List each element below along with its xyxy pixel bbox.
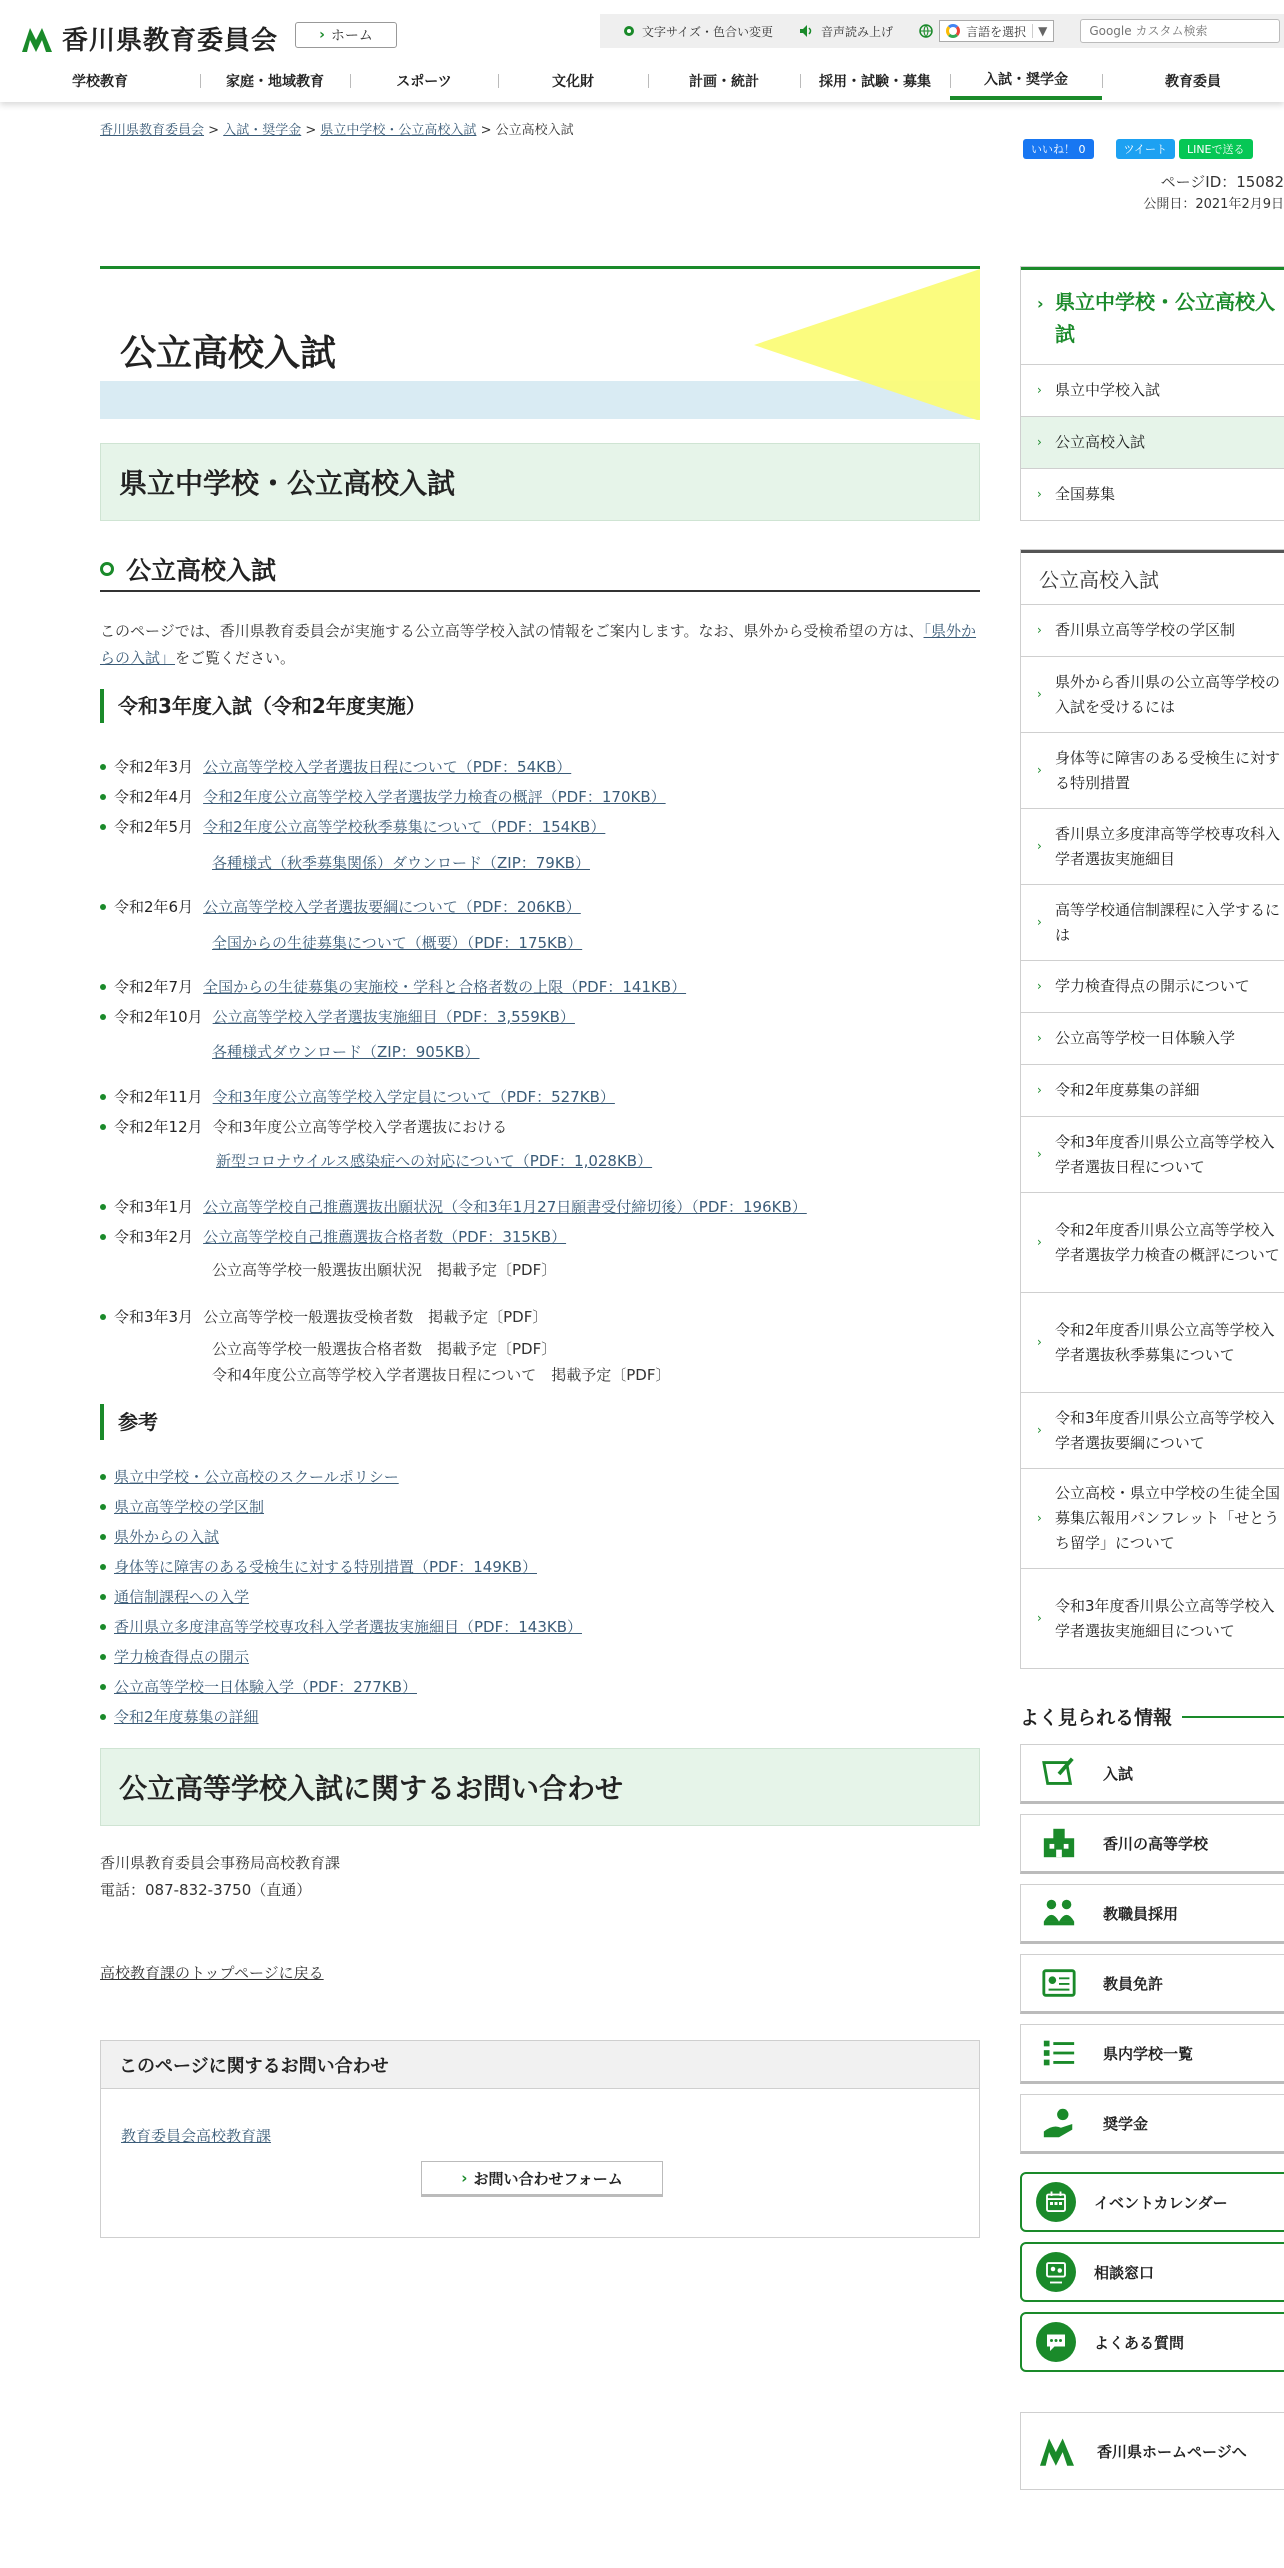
round-item-2[interactable] — [1020, 2312, 1284, 2372]
chevron-right-icon: › — [319, 27, 325, 43]
sub-text-mar-schedule: 令和4年度公立高等学校入学者選抜日程について 掲載予定〔PDF〕 — [212, 1366, 671, 1384]
section-title-text: 県立中学校・公立高校入試 — [119, 467, 456, 500]
sidebar-section-box — [1020, 549, 1284, 1669]
bullet-icon — [100, 1564, 106, 1570]
reference-item — [100, 1586, 249, 1607]
sub-title-text: 公立高校入試 — [126, 556, 277, 585]
language-select[interactable] — [919, 20, 1054, 42]
round-item-1[interactable] — [1020, 2242, 1284, 2302]
prefecture-home-link[interactable] — [1020, 2412, 1284, 2490]
gnav-label: 文化財 — [552, 74, 594, 90]
sidebar-link-label: 公立高校入試 — [1055, 433, 1146, 451]
prefecture-home-label: 香川県ホームページへ — [1097, 2442, 1247, 2461]
chevron-right-icon: › — [1037, 979, 1042, 993]
bullet-icon — [100, 1594, 106, 1600]
sub-link-dec-covid[interactable]: 新型コロナウイルス感染症への対応について（PDF：1,028KB） — [216, 1152, 653, 1170]
sidebar-link-label: 学力検査得点の開示について — [1055, 977, 1250, 995]
sidebar-link-label: 令和3年度香川県公立高等学校入学者選抜要綱について — [1055, 1408, 1275, 1452]
schedule-date: 令和2年12月 — [114, 1118, 203, 1136]
popular-item-0[interactable] — [1020, 1744, 1284, 1804]
bullet-icon — [100, 1534, 106, 1540]
bullet-icon — [100, 794, 106, 800]
round-button-list — [1020, 2172, 1284, 2372]
schedule-date: 令和3年3月 — [114, 1308, 194, 1326]
sidebar-link-label: 公立高等学校一日体験入学 — [1055, 1029, 1236, 1047]
gnav-label: 入試・奨学金 — [984, 72, 1068, 88]
globe-icon — [919, 24, 933, 38]
intro-text: このページでは、香川県教育委員会が実施する公立高等学校入試の情報をご案内します。なお、県外から受検希望の方は、 — [100, 622, 924, 640]
schedule-date: 令和2年5月 — [114, 818, 194, 836]
global-nav — [0, 62, 1284, 100]
sidebar-link[interactable] — [1021, 1116, 1284, 1192]
inquiry-form-button[interactable] — [421, 2161, 663, 2197]
intro-text-end: をご覧ください。 — [175, 649, 296, 667]
schedule-link[interactable]: 令和3年度公立高等学校入学定員について（PDF：527KB） — [212, 1088, 615, 1106]
sidebar-link[interactable] — [1021, 1192, 1284, 1292]
utility-toolbar — [600, 14, 1284, 48]
sidebar-link[interactable] — [1021, 364, 1284, 416]
schedule-date: 令和2年11月 — [114, 1088, 203, 1106]
sidebar-links — [1021, 364, 1284, 520]
schedule-item — [100, 786, 666, 807]
popular-item-5[interactable] — [1020, 2094, 1284, 2154]
sidebar-link-label: 令和2年度香川県公立高等学校入学者選抜秋季募集について — [1055, 1320, 1275, 1364]
reference-link[interactable]: 身体等に障害のある受検生に対する特別措置（PDF：149KB） — [114, 1558, 537, 1576]
popular-item-4[interactable] — [1020, 2024, 1284, 2084]
chevron-right-icon: › — [1037, 1423, 1042, 1437]
gnav-label: 採用・試験・募集 — [819, 74, 931, 90]
home-button[interactable] — [295, 22, 397, 48]
sidebar-link-label: 令和3年度香川県公立高等学校入学者選抜日程について — [1055, 1132, 1275, 1176]
bullet-icon — [100, 1654, 106, 1660]
schedule-date: 令和2年3月 — [114, 758, 194, 776]
reference-item — [100, 1556, 537, 1577]
popular-list — [1020, 1744, 1284, 2154]
chat-icon — [1036, 2322, 1076, 2362]
read-aloud-button[interactable] — [799, 23, 893, 40]
sidebar-link-label: 公立高校・県立中学校の生徒全国募集広報用パンフレット「せとうち留学」について — [1055, 1484, 1281, 1552]
schedule-item — [100, 1226, 566, 1247]
sidebar-link[interactable] — [1021, 960, 1284, 1012]
reference-item — [100, 1706, 259, 1727]
schedule-item — [100, 1086, 615, 1107]
consult-icon — [1036, 2252, 1076, 2292]
breadcrumb-separator: > — [305, 123, 317, 138]
sidebar-link[interactable] — [1021, 656, 1284, 732]
bullet-icon — [100, 1684, 106, 1690]
reference-link[interactable]: 学力検査得点の開示 — [114, 1648, 250, 1666]
reference-link[interactable]: 公立高等学校一日体験入学（PDF：277KB） — [114, 1678, 417, 1696]
sub-text-mar-passers: 公立高等学校一般選抜合格者数 掲載予定〔PDF〕 — [212, 1340, 557, 1358]
bullet-icon — [100, 1014, 106, 1020]
dropdown-arrow-icon: ▼ — [1032, 24, 1047, 38]
title-decoration — [754, 269, 980, 420]
bullet-icon — [100, 984, 106, 990]
popular-item-label: 教職員採用 — [1103, 1904, 1179, 1923]
schedule-item — [100, 1116, 507, 1137]
chevron-right-icon: › — [1037, 487, 1042, 501]
schedule-text: 公立高等学校一般選抜受検者数 掲載予定〔PDF〕 — [203, 1308, 548, 1326]
bullet-icon — [100, 1504, 106, 1510]
sidebar-head[interactable] — [1021, 267, 1284, 364]
bullet-icon — [100, 1094, 106, 1100]
popular-divider — [1182, 1716, 1284, 1718]
reference-heading-text: 参考 — [118, 1410, 158, 1434]
sidebar-link-label: 県外から香川県の公立高等学校の入試を受けるには — [1055, 672, 1281, 716]
sidebar-link-label: 県立中学校入試 — [1055, 381, 1161, 399]
schedule-date: 令和3年2月 — [114, 1228, 194, 1246]
chevron-right-icon: › — [1037, 687, 1042, 701]
kagawa-logo-icon — [1037, 2434, 1077, 2468]
font-size-label: 文字サイズ・色合い変更 — [642, 24, 774, 39]
reference-link[interactable]: 県立中学校・公立高校のスクールポリシー — [114, 1468, 399, 1486]
site-title: 香川県教育委員会 — [62, 26, 279, 56]
bullet-icon — [100, 1624, 106, 1630]
contact-box — [100, 2040, 980, 2238]
contact-heading-text: このページに関するお問い合わせ — [119, 2055, 389, 2077]
social-buttons — [1023, 139, 1253, 159]
published-date: 公開日：2021年2月9日 — [1143, 197, 1284, 212]
sidebar-link-label: 高等学校通信制課程に入学するには — [1055, 900, 1281, 944]
license-card-icon — [1039, 1965, 1079, 2001]
schedule-date: 令和2年7月 — [114, 978, 194, 996]
sidebar-link[interactable] — [1021, 604, 1284, 656]
year-heading-text: 令和3年度入試（令和2年度実施） — [118, 694, 426, 718]
speaker-icon — [799, 24, 815, 38]
sidebar-link[interactable] — [1021, 1064, 1284, 1116]
gnav-item-2[interactable] — [350, 62, 498, 100]
sidebar-link[interactable] — [1021, 732, 1284, 808]
reference-link[interactable]: 令和2年度募集の詳細 — [114, 1708, 259, 1726]
sidebar-link[interactable] — [1021, 1468, 1284, 1568]
schedule-date: 令和2年4月 — [114, 788, 194, 806]
sub-link-oct-forms[interactable]: 各種様式ダウンロード（ZIP：905KB） — [212, 1043, 480, 1061]
inquiry-heading-text: 公立高等学校入試に関するお問い合わせ — [119, 1772, 624, 1805]
sidebar-link-label: 令和3年度香川県公立高等学校入学者選抜実施細目について — [1055, 1596, 1275, 1640]
chevron-right-icon: › — [1037, 1335, 1042, 1349]
breadcrumb-item-admission[interactable]: 入試・奨学金 — [223, 123, 302, 138]
popular-title-text: よく見られる情報 — [1020, 1707, 1173, 1729]
like-label: いいね！ 0 — [1031, 143, 1086, 156]
round-item-label: 相談窓口 — [1094, 2263, 1155, 2282]
popular-item-label: 教員免許 — [1103, 1974, 1164, 1993]
popular-item-label: 奨学金 — [1103, 2114, 1149, 2133]
reference-link[interactable]: 県立高等学校の学区制 — [114, 1498, 265, 1516]
sub-link-june-national[interactable]: 全国からの生徒募集について（概要）（PDF：175KB） — [212, 934, 583, 952]
popular-item-2[interactable] — [1020, 1884, 1284, 1944]
schedule-item — [100, 976, 686, 997]
google-icon — [946, 24, 960, 38]
chevron-right-icon: › — [1037, 1511, 1042, 1525]
sidebar-link[interactable] — [1021, 808, 1284, 884]
main-content — [100, 266, 980, 1982]
schedule-link[interactable]: 公立高等学校自己推薦選抜出願状況（令和3年1月27日願書受付締切後）（PDF：196KB） — [203, 1198, 807, 1216]
kagawa-logo-icon — [20, 24, 54, 54]
sidebar-link[interactable] — [1021, 1392, 1284, 1468]
schedule-link[interactable]: 令和2年度公立高等学校秋季募集について（PDF：154KB） — [203, 818, 606, 836]
line-button[interactable] — [1179, 139, 1253, 159]
calendar-icon — [1036, 2182, 1076, 2222]
list-icon — [1039, 2035, 1079, 2071]
circle-bullet-icon — [100, 562, 114, 576]
sidebar-link[interactable] — [1021, 1292, 1284, 1392]
breadcrumb-separator: > — [480, 123, 492, 138]
schedule-link[interactable]: 公立高等学校入学者選抜日程について（PDF：54KB） — [203, 758, 572, 776]
schedule-date: 令和2年6月 — [114, 898, 194, 916]
chevron-right-icon: › — [1037, 294, 1044, 313]
reference-item — [100, 1676, 417, 1697]
schedule-item — [100, 1006, 575, 1027]
inquiry-heading — [100, 1748, 980, 1826]
reference-item — [100, 1466, 399, 1487]
site-header — [0, 0, 1284, 102]
sidebar-link-label: 香川県立高等学校の学区制 — [1055, 621, 1236, 639]
popular-item-label: 県内学校一覧 — [1103, 2044, 1194, 2063]
intro-paragraph — [100, 618, 980, 672]
bullet-icon — [100, 1314, 106, 1320]
sidebar-section-head-text: 公立高校入試 — [1039, 568, 1159, 592]
year-heading — [100, 689, 980, 723]
reference-item — [100, 1616, 582, 1637]
schedule-item — [100, 756, 571, 777]
reference-item — [100, 1526, 219, 1547]
round-item-0[interactable] — [1020, 2172, 1284, 2232]
reference-item — [100, 1646, 249, 1667]
sidebar-link[interactable] — [1021, 1568, 1284, 1668]
bullet-icon — [100, 764, 106, 770]
schedule-link[interactable]: 令和2年度公立高等学校入学者選抜学力検査の概評（PDF：170KB） — [203, 788, 666, 806]
page-title-box — [100, 266, 980, 420]
bullet-icon — [100, 1234, 106, 1240]
sidebar-category-box — [1020, 266, 1284, 521]
pen-book-icon — [1039, 1755, 1079, 1791]
chevron-right-icon: › — [1037, 839, 1042, 853]
read-aloud-label: 音声読み上げ — [821, 24, 894, 39]
gnav-item-7[interactable] — [1102, 62, 1284, 100]
chevron-right-icon: › — [1037, 1611, 1042, 1625]
chevron-right-icon: › — [1037, 1147, 1042, 1161]
popular-item-3[interactable] — [1020, 1954, 1284, 2014]
contact-heading — [101, 2041, 979, 2089]
schedule-item — [100, 816, 605, 837]
breadcrumb — [100, 119, 574, 138]
chevron-right-icon: › — [1037, 1083, 1042, 1097]
reference-link[interactable]: 香川県立多度津高等学校専攻科入学者選抜実施細目（PDF：143KB） — [114, 1618, 582, 1636]
language-dropdown[interactable] — [939, 20, 1054, 42]
font-size-button[interactable] — [622, 23, 773, 40]
schedule-item — [100, 1196, 807, 1217]
line-label: LINEで送る — [1186, 143, 1245, 156]
home-label: ホーム — [330, 28, 373, 44]
breadcrumb-separator: > — [208, 123, 220, 138]
breadcrumb-current: 公立高校入試 — [495, 123, 574, 138]
breadcrumb-item-exams[interactable]: 県立中学校・公立高校入試 — [320, 123, 477, 138]
gnav-item-1[interactable] — [200, 62, 350, 100]
popular-item-label: 入試 — [1103, 1764, 1134, 1783]
chevron-right-icon: › — [1037, 383, 1042, 397]
inquiry-form-label: お問い合わせフォーム — [473, 2169, 623, 2188]
facebook-like-button[interactable] — [1023, 139, 1094, 159]
sidebar-link-label: 令和2年度香川県公立高等学校入学者選抜学力検査の概評について — [1055, 1220, 1280, 1264]
reference-item — [100, 1496, 264, 1517]
sidebar-head-text: 県立中学校・公立高校入試 — [1055, 290, 1275, 346]
back-to-top-link[interactable]: 高校教育課のトップページに戻る — [100, 1964, 324, 1982]
sidebar-link[interactable] — [1021, 1012, 1284, 1064]
sidebar-link-label: 香川県立多度津高等学校専攻科入学者選抜実施細目 — [1055, 824, 1281, 868]
gnav-label: 家庭・地域教育 — [226, 74, 324, 90]
sidebar-section-head — [1021, 550, 1284, 604]
gnav-label: 学校教育 — [72, 74, 128, 90]
school-icon — [1039, 1825, 1079, 1861]
sub-text-feb-applications: 公立高等学校一般選抜出願状況 掲載予定〔PDF〕 — [212, 1261, 557, 1279]
popular-item-label: 香川の高等学校 — [1103, 1834, 1209, 1853]
page-id: ページID：15082 — [1160, 173, 1284, 191]
sidebar-link[interactable] — [1021, 416, 1284, 468]
sub-title — [100, 548, 980, 592]
bullet-icon — [100, 1714, 106, 1720]
contact-dept-link[interactable]: 教育委員会高校教育課 — [121, 2127, 272, 2145]
gnav-item-0[interactable] — [0, 62, 200, 100]
bullet-icon — [100, 1124, 106, 1130]
reference-link[interactable]: 通信制課程への入学 — [114, 1588, 250, 1606]
schedule-link[interactable]: 全国からの生徒募集の実施校・学科と合格者数の上限（PDF：141KB） — [203, 978, 687, 996]
inquiry-tel: 電話：087-832-3750（直通） — [100, 1881, 312, 1899]
sidebar — [1020, 266, 1284, 2490]
gnav-item-3[interactable] — [498, 62, 648, 100]
popular-title — [1020, 1703, 1284, 1730]
sidebar-link-label: 令和2年度募集の詳細 — [1055, 1081, 1200, 1099]
chevron-right-icon: › — [1037, 435, 1042, 449]
schedule-item — [100, 896, 581, 917]
inquiry-org: 香川県教育委員会事務局高校教育課 — [100, 1854, 341, 1872]
breadcrumb-item-board[interactable]: 香川県教育委員会 — [100, 123, 205, 138]
gnav-label: スポーツ — [396, 74, 452, 90]
out-of-prefecture-link[interactable]: 「県外からの入試」 — [100, 622, 977, 667]
sidebar-link[interactable] — [1021, 884, 1284, 960]
schedule-link[interactable]: 公立高等学校入学者選抜実施細目（PDF：3,559KB） — [212, 1008, 575, 1026]
gnav-item-4[interactable] — [648, 62, 800, 100]
tweet-button[interactable] — [1116, 139, 1175, 159]
bullet-icon — [100, 824, 106, 830]
gnav-item-6[interactable] — [950, 62, 1102, 100]
schedule-text: 令和3年度公立高等学校入学者選抜における — [212, 1118, 508, 1136]
chevron-right-icon: › — [1037, 1235, 1042, 1249]
gnav-label: 計画・統計 — [689, 74, 759, 90]
schedule-link[interactable]: 公立高等学校入学者選抜要綱について（PDF：206KB） — [203, 898, 581, 916]
hand-coin-icon — [1039, 2105, 1079, 2141]
gnav-item-5[interactable] — [800, 62, 950, 100]
sub-link-may-forms[interactable]: 各種様式（秋季募集関係）ダウンロード（ZIP：79KB） — [212, 854, 590, 872]
sidebar-link-label: 身体等に障害のある受検生に対する特別措置 — [1055, 748, 1281, 792]
reference-link[interactable]: 県外からの入試 — [114, 1528, 220, 1546]
schedule-date: 令和3年1月 — [114, 1198, 194, 1216]
chevron-right-icon: › — [461, 2169, 468, 2187]
chevron-right-icon: › — [1037, 915, 1042, 929]
bullet-icon — [100, 904, 106, 910]
search-input[interactable] — [1080, 19, 1280, 43]
chevron-right-icon: › — [1037, 763, 1042, 777]
gnav-label: 教育委員 — [1165, 74, 1221, 90]
round-item-label: よくある質問 — [1094, 2333, 1185, 2352]
round-item-label: イベントカレンダー — [1094, 2193, 1228, 2212]
site-logo[interactable] — [20, 20, 278, 57]
language-label: 言語を選択 — [966, 24, 1027, 39]
tweet-label: ツイート — [1123, 143, 1167, 156]
gear-icon — [622, 24, 636, 38]
sidebar-section-links — [1021, 604, 1284, 1668]
sidebar-link-label: 全国募集 — [1055, 485, 1116, 503]
page-title: 公立高校入試 — [120, 333, 337, 374]
schedule-date: 令和2年10月 — [114, 1008, 203, 1026]
section-title — [100, 443, 980, 521]
schedule-link[interactable]: 公立高等学校自己推薦選抜合格者数（PDF：315KB） — [203, 1228, 567, 1246]
sidebar-link[interactable] — [1021, 468, 1284, 520]
people-icon — [1039, 1895, 1079, 1931]
popular-item-1[interactable] — [1020, 1814, 1284, 1874]
chevron-right-icon: › — [1037, 1031, 1042, 1045]
chevron-right-icon: › — [1037, 623, 1042, 637]
reference-heading — [100, 1404, 980, 1440]
bullet-icon — [100, 1474, 106, 1480]
schedule-item — [100, 1306, 547, 1327]
bullet-icon — [100, 1204, 106, 1210]
